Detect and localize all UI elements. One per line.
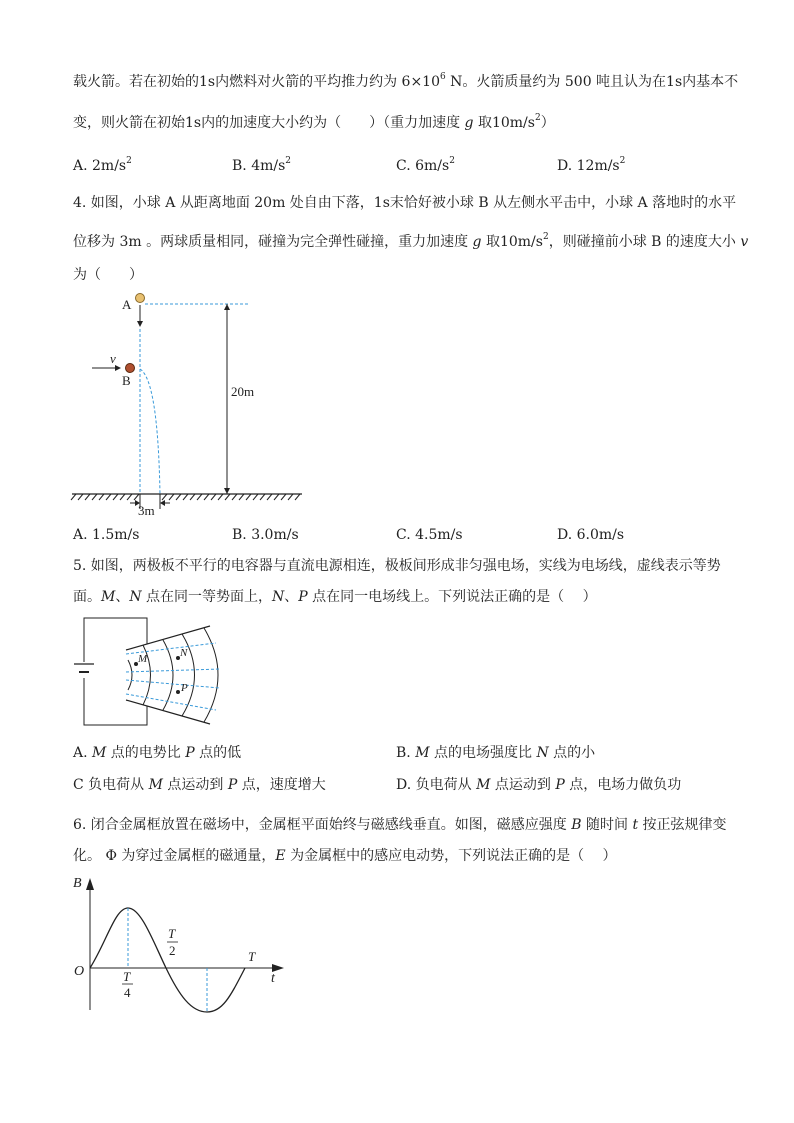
axis-label-t: t bbox=[271, 971, 275, 986]
q3-option-d[interactable]: D. $12m/s^2$ bbox=[557, 156, 626, 174]
q4-option-b[interactable]: B. 3.0m/s bbox=[232, 527, 299, 543]
label-b: B bbox=[122, 373, 131, 388]
plate-lower bbox=[126, 700, 210, 724]
q4-stem-line2: 位移为 3m 。两球质量相同，碰撞为完全弹性碰撞，重力加速度 g 取$10m/s^2$，则碰撞前小球 B 的速度大小 v bbox=[73, 232, 749, 250]
height-label: 20m bbox=[231, 384, 255, 399]
label-p: P bbox=[181, 682, 188, 694]
quarter-period-num: T bbox=[123, 969, 131, 984]
q6-figure bbox=[65, 870, 290, 1020]
label-a: A bbox=[122, 297, 132, 312]
ball-b bbox=[126, 364, 135, 373]
point-p bbox=[176, 690, 180, 694]
ball-a bbox=[136, 294, 145, 303]
q5-option-d[interactable]: D. 负电荷从 M 点运动到 P 点，电场力做负功 bbox=[396, 777, 682, 793]
q4-stem-line1: 4. 如图，小球 A 从距离地面 20m 处自由下落，1s末恰好被小球 B 从左侧水平击中，小球 A 落地时的水平 bbox=[73, 195, 737, 211]
q4-option-c[interactable]: C. 4.5m/s bbox=[396, 527, 463, 543]
quarter-period-den: 4 bbox=[124, 985, 131, 1000]
q3-stem-line2: 变，则火箭在初始1s内的加速度大小约为（ ）（重力加速度 g 取$10m/s^2$） bbox=[73, 113, 555, 131]
q6-stem-line2: 化。 Φ 为穿过金属框的磁通量，E 为金属框中的感应电动势，下列说法正确的是（ ） bbox=[73, 848, 617, 864]
q4-option-d[interactable]: D. 6.0m/s bbox=[557, 527, 625, 543]
y-axis-arrow bbox=[86, 878, 94, 890]
q5-option-c[interactable]: C 负电荷从 M 点运动到 P 点，速度增大 bbox=[73, 777, 326, 793]
label-m: M bbox=[138, 653, 148, 665]
half-period-num: T bbox=[168, 926, 176, 941]
origin-label: O bbox=[74, 964, 85, 979]
axis-label-b: B bbox=[73, 876, 82, 891]
label-n: N bbox=[180, 647, 188, 659]
q5-stem-line2: 面。M、N 点在同一等势面上，N、P 点在同一电场线上。下列说法正确的是（ ） bbox=[73, 589, 597, 605]
q3-option-b[interactable]: B. $4m/s^2$ bbox=[232, 156, 292, 174]
trajectory bbox=[140, 369, 160, 495]
q3-option-c[interactable]: C. $6m/s^2$ bbox=[396, 156, 455, 174]
q4-figure bbox=[70, 285, 310, 520]
period-label: T bbox=[248, 949, 256, 964]
q3-option-a[interactable]: A. $2m/s^2$ bbox=[73, 156, 132, 174]
distance-label: 3m bbox=[138, 503, 155, 518]
q3-stem-line1: 载火箭。若在初始的1s内燃料对火箭的平均推力约为 $6\times 10^6$ N。火箭质量约为 500 吨且认为在1s内基本不 bbox=[73, 72, 739, 90]
q6-stem-line1: 6. 闭合金属框放置在磁场中，金属框平面始终与磁感线垂直。如图，磁感应强度 B 随时间 t 按正弦规律变 bbox=[73, 817, 727, 833]
q5-option-a[interactable]: A. M 点的电势比 P 点的低 bbox=[73, 745, 242, 761]
q4-stem-line3: 为（ ） bbox=[73, 267, 143, 283]
q5-stem-line1: 5. 如图，两极板不平行的电容器与直流电源相连，极板间形成非匀强电场，实线为电场线，虚线表示等势 bbox=[73, 558, 721, 574]
q4-option-a[interactable]: A. 1.5m/s bbox=[73, 527, 140, 543]
sine-curve bbox=[90, 908, 245, 1012]
plate-upper bbox=[126, 626, 210, 650]
q5-figure bbox=[70, 614, 230, 729]
label-v: v bbox=[110, 351, 116, 366]
q5-option-b[interactable]: B. M 点的电场强度比 N 点的小 bbox=[396, 745, 596, 761]
half-period-den: 2 bbox=[169, 943, 176, 958]
